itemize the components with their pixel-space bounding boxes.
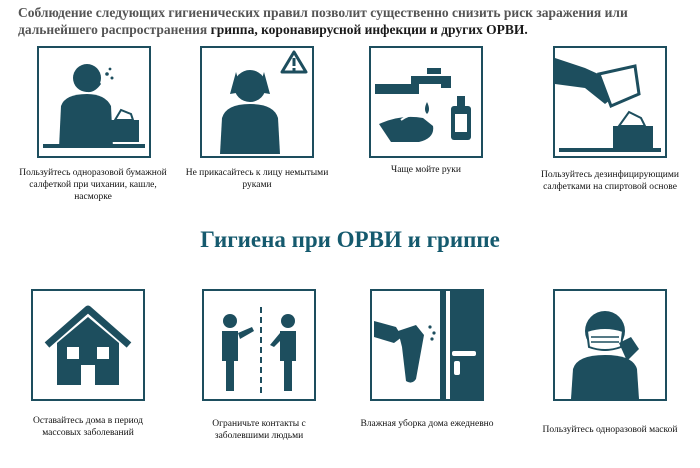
caption-wipes: Пользуйтесь дезинфицирующими салфетками на спиртовой основе <box>541 170 679 192</box>
caption-cleaning: Влажная уборка дома ежедневно <box>360 419 494 429</box>
card-stay-home <box>31 289 145 401</box>
washing-hands-faucet-icon <box>371 48 481 156</box>
disinfecting-wipes-icon <box>555 48 665 156</box>
card-limit-contacts <box>202 289 316 401</box>
person-sneezing-tissue-icon <box>39 48 149 156</box>
card-tissue <box>37 46 151 158</box>
caption-tissue: Пользуйтесь одноразовой бумажной салфеткой при чихании, кашле, насморке <box>19 168 167 202</box>
caption-mask: Пользуйтесь одноразовой маской <box>542 425 678 435</box>
caption-no-touch: Не прикасайтесь к лицу немытыми руками <box>185 168 329 190</box>
intro-part-1: Соблюдение следующих гигиенических правил позволит существенно снизить риск заражения или дальнейшего распространения <box>18 5 628 37</box>
card-no-touch <box>200 46 314 158</box>
page-title: Гигиена при ОРВИ и гриппе <box>200 227 500 252</box>
intro-text <box>18 4 678 38</box>
face-mask-icon <box>555 291 665 399</box>
limit-contacts-icon <box>204 291 314 399</box>
card-cleaning <box>370 289 484 401</box>
intro-part-2: гриппа, коронавирусной инфекции и других ОРВИ. <box>210 22 528 37</box>
card-wash-hands <box>369 46 483 158</box>
card-wipes <box>553 46 667 158</box>
cleaning-spray-door-icon <box>372 291 482 399</box>
card-mask <box>553 289 667 401</box>
house-icon <box>33 291 143 399</box>
caption-wash-hands: Чаще мойте руки <box>391 165 461 175</box>
caption-stay-home: Оставайтесь дома в период массовых заболеваний <box>33 416 143 438</box>
caption-limit-contacts: Ограничьте контакты с заболевшими людьми <box>212 419 306 441</box>
dont-touch-face-warning-icon <box>202 48 312 156</box>
